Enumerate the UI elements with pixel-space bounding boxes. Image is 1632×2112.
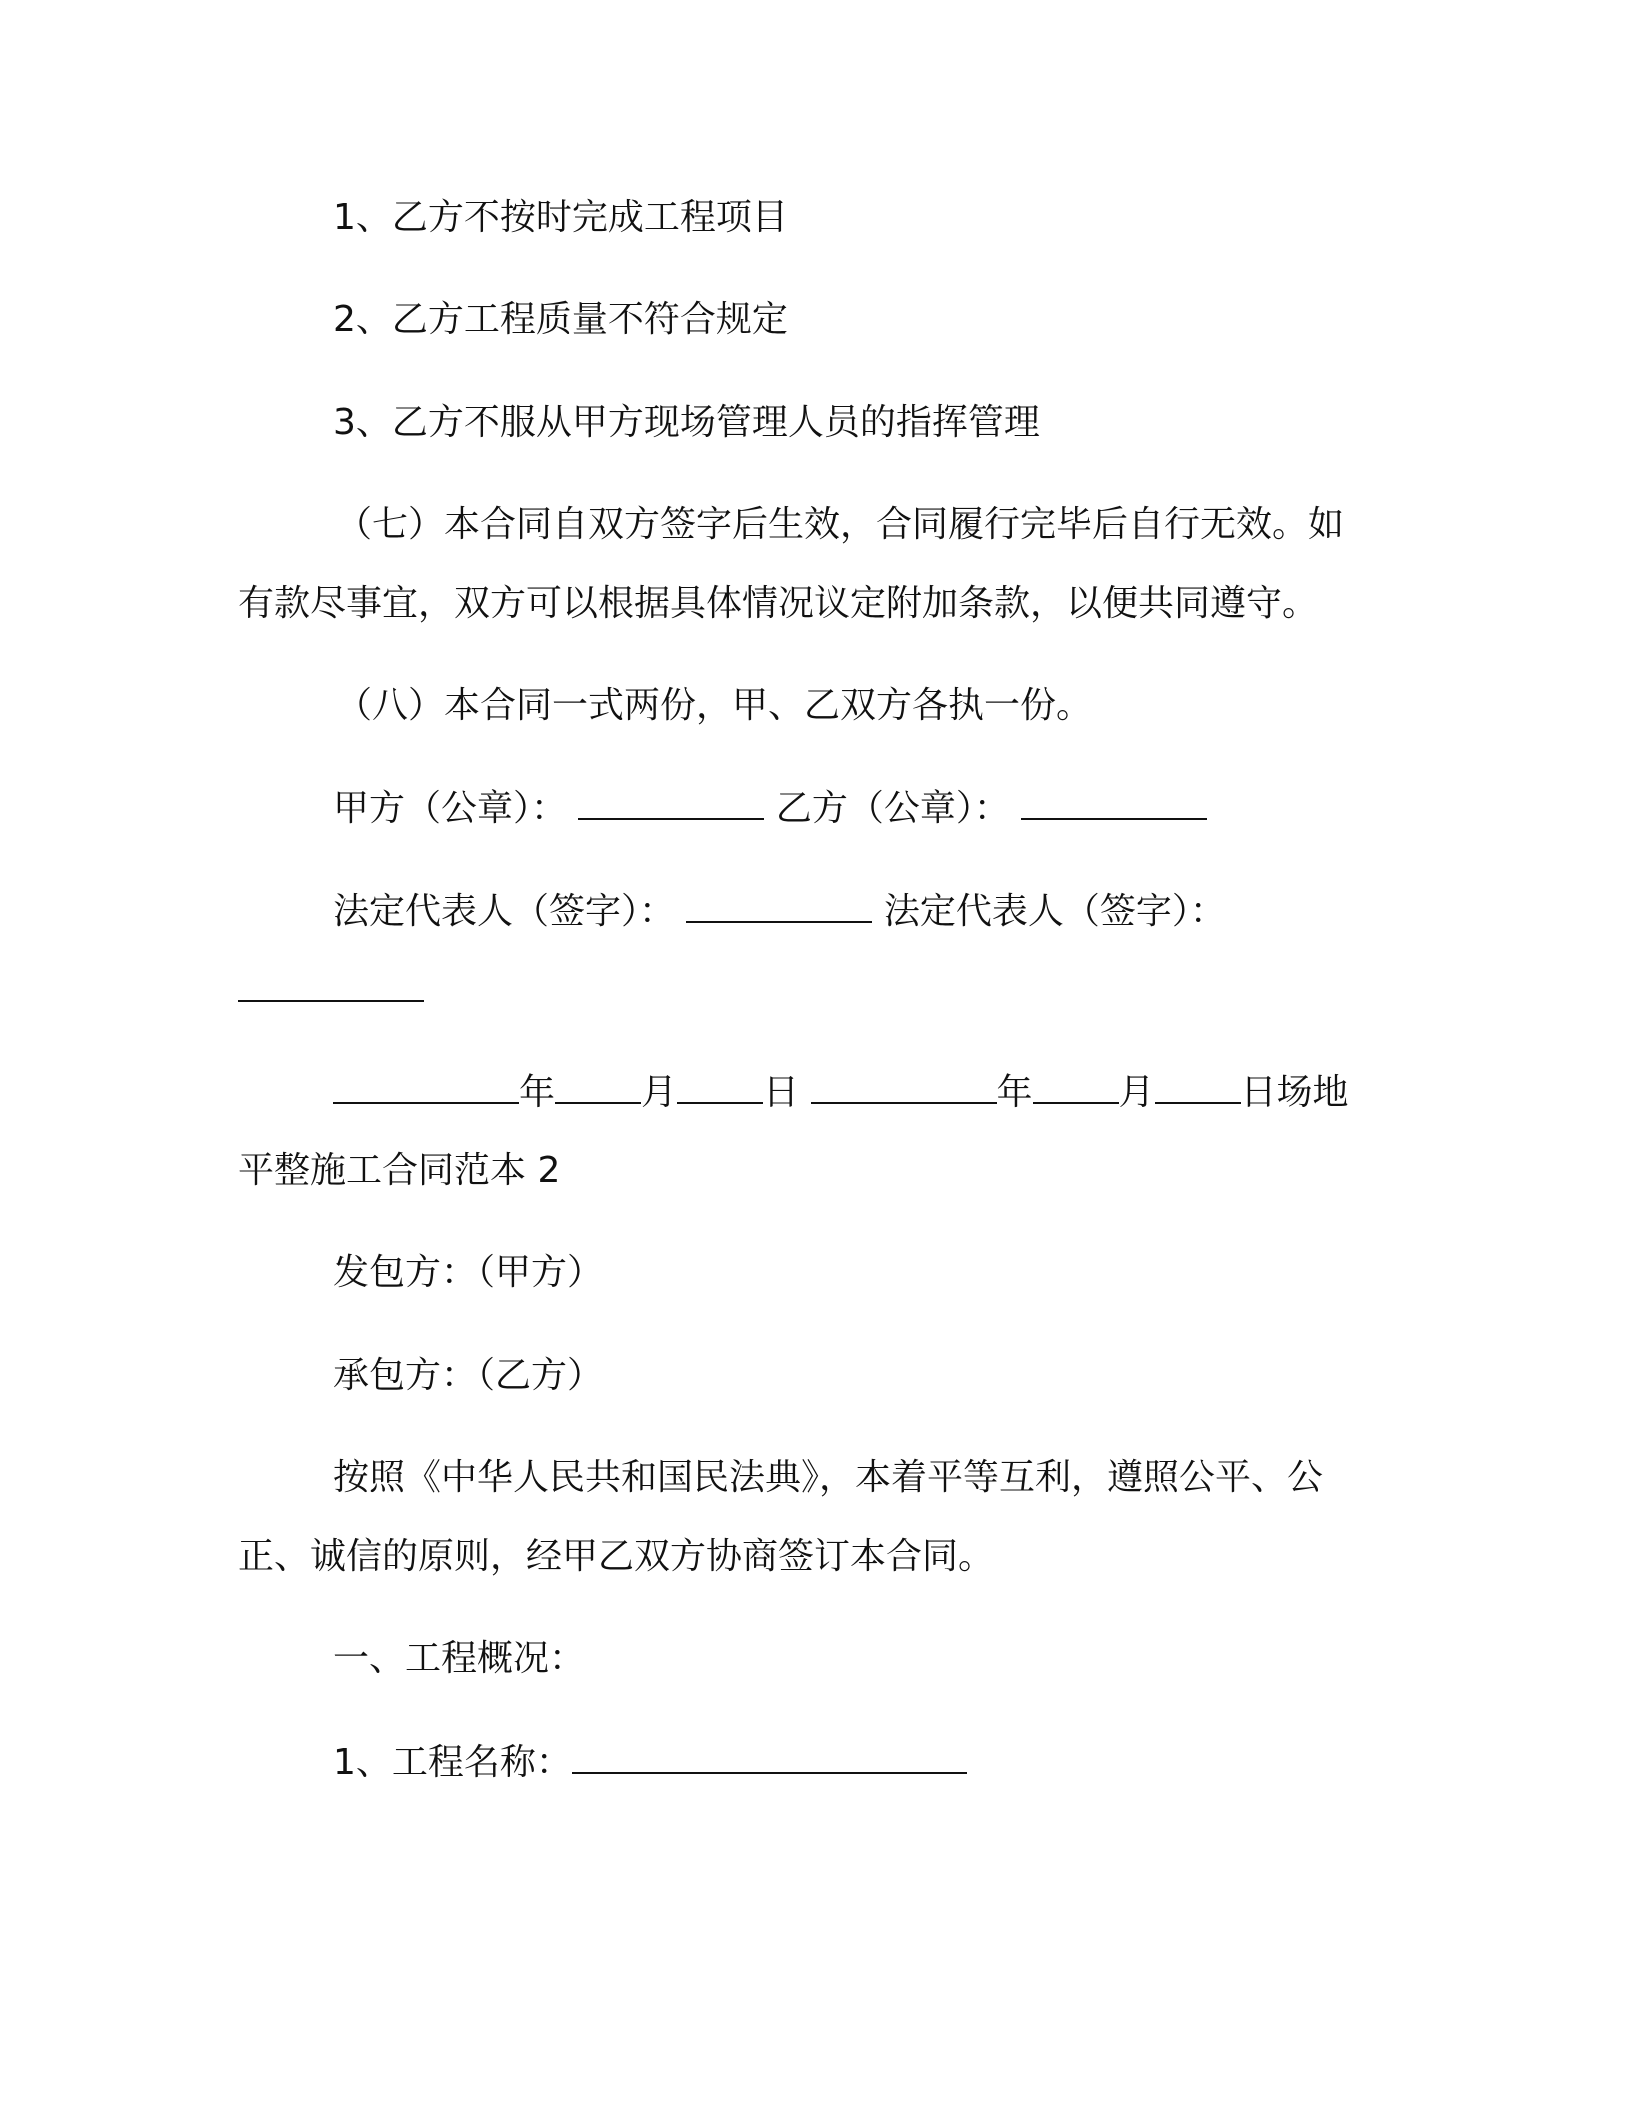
- date-a-year-blank: [333, 1068, 519, 1104]
- party-a-seal-label: 甲方（公章）：: [333, 788, 568, 829]
- list-item-2: 2、乙方工程质量不符合规定: [333, 299, 788, 340]
- date-b-year-blank: [811, 1068, 997, 1104]
- project-name-line: [333, 1738, 967, 1787]
- party-a-rep-blank: [686, 887, 872, 923]
- party-a-rep-label: 法定代表人（签字）：: [333, 891, 676, 932]
- employer-line: 发包方：（甲方）: [333, 1252, 604, 1293]
- preamble-line-2: 正、诚信的原则，经甲乙双方协商签订本合同。: [238, 1536, 995, 1577]
- clause-7-line-2: 有款尽事宜，双方可以根据具体情况议定附加条款，以便共同遵守。: [238, 583, 1319, 624]
- date-a-day-blank: [677, 1068, 763, 1104]
- project-name-blank: [572, 1738, 967, 1774]
- party-b-rep-blank: [238, 966, 424, 1002]
- date-b-day-label: 日: [1240, 1072, 1277, 1113]
- list-item-3: 3、乙方不服从甲方现场管理人员的指挥管理: [333, 402, 1040, 443]
- representative-line: [333, 887, 1226, 936]
- contractor-line: 承包方：（乙方）: [333, 1355, 604, 1396]
- party-b-seal-blank: [1021, 784, 1207, 820]
- clause-8: （八）本合同一式两份，甲、乙双方各执一份。: [336, 685, 1093, 726]
- date-b-month-blank: [1033, 1068, 1119, 1104]
- project-name-label: 1、工程名称：: [333, 1742, 572, 1783]
- date-b-day-blank: [1155, 1068, 1241, 1104]
- seal-line: [333, 784, 1207, 833]
- date-b-month-label: 月: [1118, 1072, 1155, 1113]
- clause-7-line-1: （七）本合同自双方签字后生效，合同履行完毕后自行无效。如: [336, 504, 1345, 545]
- list-item-1: 1、乙方不按时完成工程项目: [333, 197, 788, 238]
- date-line: [333, 1068, 1349, 1117]
- date-a-month-blank: [555, 1068, 641, 1104]
- party-b-rep-blank-line: [238, 966, 424, 1015]
- section-1-title: 一、工程概况：: [333, 1638, 586, 1679]
- party-b-seal-label: 乙方（公章）：: [775, 788, 1010, 829]
- contract-2-title: 平整施工合同范本 2: [238, 1150, 561, 1191]
- date-a-day-label: 日: [763, 1072, 800, 1113]
- preamble-line-1: 按照《中华人民共和国民法典》，本着平等互利，遵照公平、公: [333, 1457, 1324, 1498]
- date-a-month-label: 月: [641, 1072, 678, 1113]
- party-a-seal-blank: [578, 784, 764, 820]
- date-a-year-label: 年: [519, 1072, 556, 1113]
- date-b-year-label: 年: [996, 1072, 1033, 1113]
- party-b-rep-label: 法定代表人（签字）：: [883, 891, 1226, 932]
- title-tail: 场地: [1276, 1072, 1349, 1113]
